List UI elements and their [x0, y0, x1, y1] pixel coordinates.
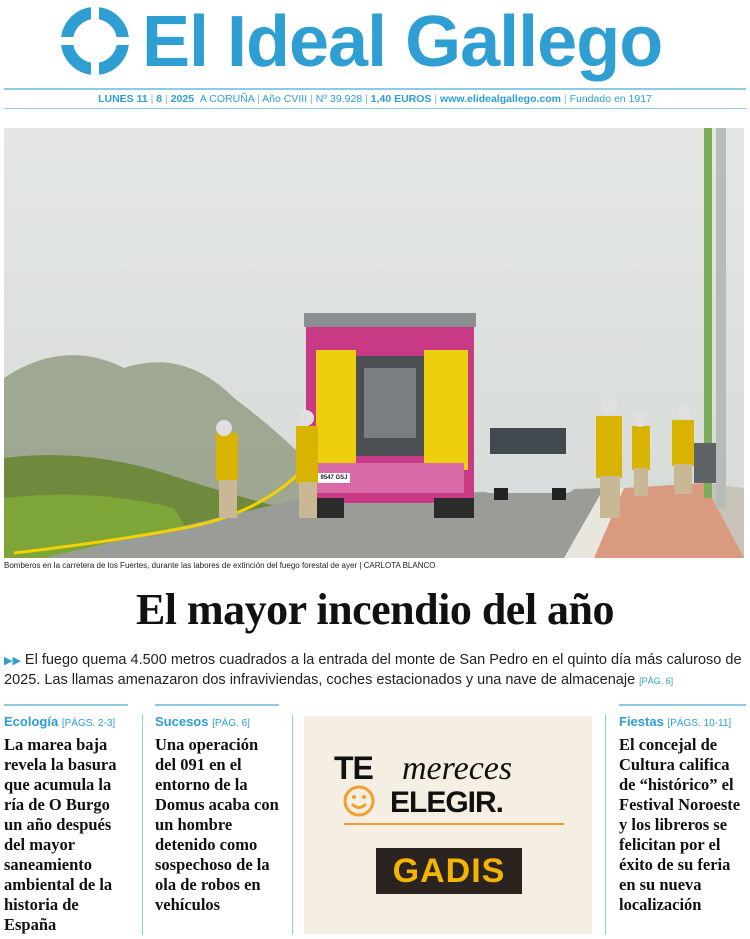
website-link[interactable]: www.elidealgallego.com: [440, 93, 561, 105]
column-fiestas: [619, 704, 746, 915]
column-sucesos: [155, 704, 279, 915]
column-rule: [4, 704, 128, 706]
section-name: Ecología: [4, 714, 59, 729]
firefighters-scene-image: [4, 128, 744, 558]
edition-price: 1,40 EUROS: [370, 93, 432, 105]
section-name: Fiestas: [619, 714, 664, 729]
lead-photo: [4, 128, 744, 558]
ad-underline: [344, 823, 564, 825]
masthead-rule-bottom: [4, 108, 746, 109]
gadis-advertisement[interactable]: [304, 716, 592, 934]
section-page-ref[interactable]: [PÁGS. 2-3]: [61, 718, 116, 729]
edition-day: LUNES 11: [98, 93, 148, 105]
lead-deck-text: El fuego quema 4.500 metros cuadrados a la entrada del monte de San Pedro en el quinto día más caluroso de 2025. Las llamas amenazaron dos infraviviendas, coches estacionados y una nave de almacenaje: [4, 652, 742, 688]
section-label: [619, 714, 746, 729]
edition-info-bar: LUNES 11 | 8 | 2025 A CORUÑA | Año CVIII | Nº 39.928 | 1,40 EUROS | www.elidealgallego.com | Fundado en 1917: [98, 93, 652, 105]
double-arrow-icon: ▶▶: [4, 655, 21, 667]
section-name: Sucesos: [155, 714, 209, 729]
story-headline[interactable]: El concejal de Cultura califica de “histórico” el Festival Noroeste y los libreros se felicitan por el éxito de su feria en su nueva localización: [619, 735, 741, 914]
lead-page-ref[interactable]: [PÁG. 6]: [639, 676, 674, 686]
column-divider: [292, 715, 293, 935]
edition-issue-number: Nº 39.928: [315, 93, 363, 105]
logo-ring-icon: [60, 6, 130, 76]
ad-line1-script: mereces: [402, 750, 513, 787]
lead-headline[interactable]: El mayor incendio del año: [135, 585, 615, 634]
edition-year: 2025: [170, 93, 195, 105]
column-divider: [605, 715, 606, 935]
edition-city: A CORUÑA: [199, 93, 255, 105]
section-label: [155, 714, 279, 729]
gadis-logo: GADIS: [376, 848, 522, 894]
truck-plate: 9547 GSJ: [320, 475, 348, 481]
masthead: [0, 0, 750, 88]
column-rule: [619, 704, 746, 706]
edition-year-roman: Año CVIII: [262, 93, 308, 105]
story-headline[interactable]: Una operación del 091 en el entorno de la Domus acaba con un hombre detenido como sospechoso de la ola de robos en vehículos: [155, 735, 279, 914]
photo-caption: Bomberos en la carretera de los Fuertes, durante las labores de extinción del fuego forestal de ayer | CARLOTA BLANCO: [4, 561, 436, 570]
section-label: [4, 714, 128, 729]
column-ecologia: [4, 704, 128, 935]
photo-credit: CARLOTA BLANCO: [363, 561, 436, 570]
column-rule: [155, 704, 279, 706]
section-page-ref[interactable]: [PÁG. 6]: [212, 718, 250, 729]
newspaper-title: El Ideal Gallego: [142, 2, 663, 82]
ad-line2: ELEGIR.: [390, 786, 504, 819]
section-page-ref[interactable]: [PÁGS. 10-11]: [667, 718, 732, 729]
story-headline[interactable]: La marea baja revela la basura que acumula la ría de O Burgo un año después del mayor saneamiento ambiental de la historia de España: [4, 735, 117, 934]
masthead-rule-top: [4, 88, 746, 90]
photo-caption-text: Bomberos en la carretera de los Fuertes, durante las labores de extinción del fuego forestal de ayer: [4, 561, 358, 570]
ad-line1-bold: TE: [334, 750, 373, 786]
column-divider: [142, 715, 143, 935]
smiley-icon: [342, 784, 376, 818]
founded-note: Fundado en 1917: [569, 93, 652, 105]
edition-month: 8: [156, 93, 163, 105]
lead-deck: [4, 651, 744, 691]
